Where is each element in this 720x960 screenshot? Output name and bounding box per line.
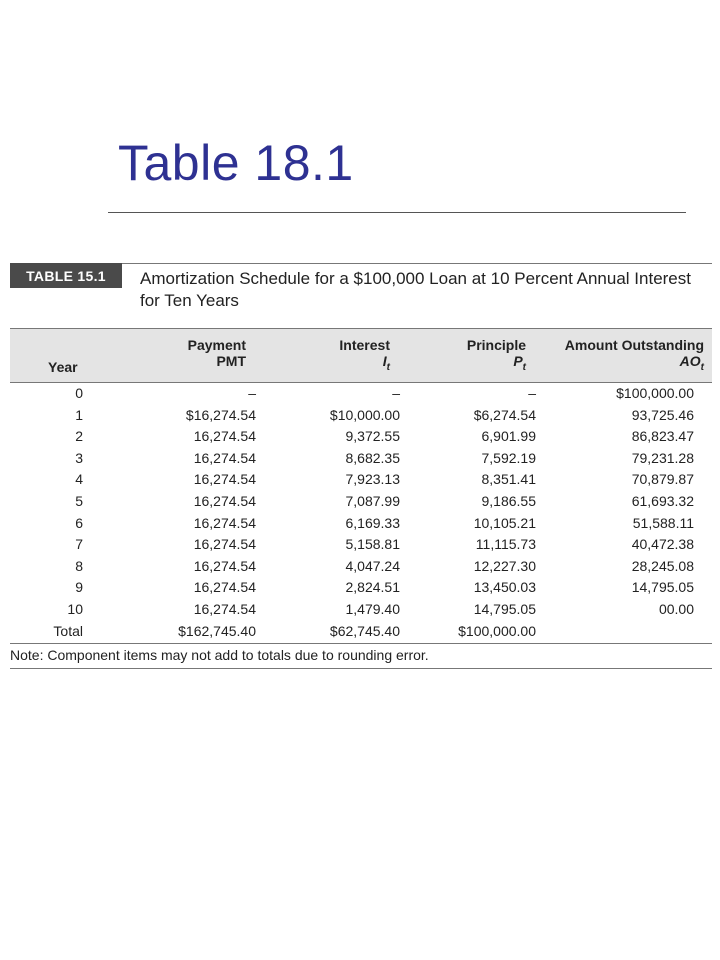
cell-payment: 16,274.54 (193, 600, 256, 617)
cell-interest: 2,824.51 (345, 579, 400, 596)
cell-principle: 11,115.73 (475, 536, 536, 553)
cell-principle: 12,227.30 (473, 557, 536, 574)
cell-amount-outstanding: 40,472.38 (631, 536, 694, 553)
cell-interest: 4,047.24 (345, 557, 400, 574)
table-row (10, 577, 712, 599)
table-badge: TABLE 15.1 (10, 263, 122, 288)
table-row (10, 383, 712, 405)
cell-principle: $6,274.54 (473, 406, 536, 423)
cell-principle: 14,795.05 (473, 600, 536, 617)
cell-year: Total (53, 622, 83, 639)
cell-amount-outstanding: 51,588.11 (632, 514, 694, 531)
title-divider (108, 212, 686, 213)
cell-interest: $62,745.40 (329, 622, 400, 639)
cell-year: 1 (75, 406, 83, 423)
table-header (10, 328, 712, 383)
cell-principle: 7,592.19 (481, 449, 536, 466)
cell-principle: – (528, 385, 536, 401)
header-principle: Principle $P_t$ (466, 337, 526, 373)
cell-amount-outstanding: 86,823.47 (631, 428, 694, 445)
cell-principle: 6,901.99 (481, 428, 536, 445)
cell-payment: 16,274.54 (193, 428, 256, 445)
cell-year: 3 (75, 449, 83, 466)
cell-amount-outstanding: 93,725.46 (631, 406, 694, 423)
table-row (10, 621, 712, 643)
cell-payment: – (248, 385, 256, 401)
cell-year: 0 (75, 385, 83, 401)
cell-year: 10 (67, 600, 83, 617)
cell-principle: 10,105.21 (473, 514, 536, 531)
cell-interest: 5,158.81 (345, 536, 400, 553)
table-note: Note: Component items may not add to totals due to rounding error. (10, 643, 712, 669)
cell-interest: 9,372.55 (345, 428, 400, 445)
cell-year: 8 (75, 557, 83, 574)
slide-title: Table 18.1 (118, 135, 354, 191)
table-row (10, 491, 712, 513)
table-row (10, 599, 712, 621)
cell-principle: 13,450.03 (473, 579, 536, 596)
cell-principle: 9,186.55 (481, 492, 536, 509)
cell-interest: – (392, 385, 400, 401)
cell-amount-outstanding: 00.00 (658, 600, 694, 617)
cell-year: 7 (75, 536, 83, 553)
cell-principle: $100,000.00 (458, 622, 536, 639)
table-row (10, 534, 712, 556)
cell-payment: 16,274.54 (193, 536, 256, 553)
cell-year: 4 (75, 471, 83, 488)
header-amount-outstanding: Amount Outstanding $AO_t$ (564, 337, 704, 373)
cell-payment: $16,274.54 (185, 406, 256, 423)
cell-year: 6 (75, 514, 83, 531)
table-row (10, 469, 712, 491)
cell-interest: 8,682.35 (345, 449, 400, 466)
table-row (10, 556, 712, 578)
cell-interest: 1,479.40 (345, 600, 400, 617)
cell-payment: 16,274.54 (193, 514, 256, 531)
cell-amount-outstanding: 70,879.87 (631, 471, 694, 488)
cell-amount-outstanding: 61,693.32 (631, 492, 694, 509)
cell-payment: 16,274.54 (193, 557, 256, 574)
cell-year: 5 (75, 492, 83, 509)
table-row (10, 426, 712, 448)
table-row (10, 405, 712, 427)
cell-amount-outstanding: 14,795.05 (631, 579, 694, 596)
table-body (10, 383, 712, 642)
cell-year: 2 (75, 428, 83, 445)
cell-payment: 16,274.54 (193, 471, 256, 488)
cell-amount-outstanding: 79,231.28 (631, 449, 694, 466)
cell-amount-outstanding: 28,245.08 (631, 557, 694, 574)
table-row (10, 448, 712, 470)
header-interest: Interest $I_t$ (339, 337, 390, 373)
cell-year: 9 (75, 579, 83, 596)
cell-payment: $162,745.40 (178, 622, 256, 639)
cell-interest: 6,169.33 (345, 514, 400, 531)
cell-payment: 16,274.54 (193, 579, 256, 596)
cell-principle: 8,351.41 (481, 471, 536, 488)
cell-payment: 16,274.54 (193, 449, 256, 466)
table-caption: Amortization Schedule for a $100,000 Loan at 10 Percent Annual Interest for Ten Years (140, 269, 691, 310)
header-payment: Payment PMT (187, 337, 246, 369)
cell-interest: 7,923.13 (345, 471, 400, 488)
cell-interest: 7,087.99 (345, 492, 400, 509)
header-year: Year (48, 359, 78, 375)
cell-payment: 16,274.54 (193, 492, 256, 509)
cell-amount-outstanding: $100,000.00 (616, 385, 694, 401)
table-row (10, 513, 712, 535)
cell-interest: $10,000.00 (329, 406, 400, 423)
